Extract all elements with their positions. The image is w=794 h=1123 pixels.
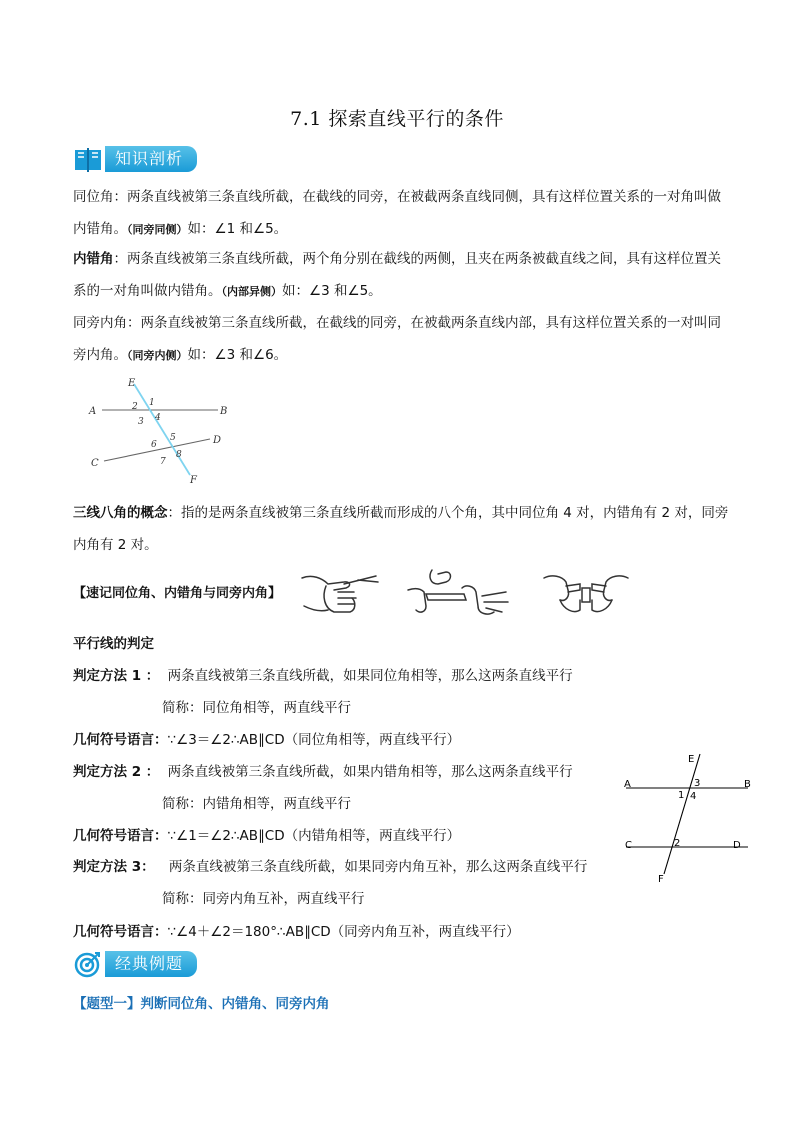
figure-parallel-lines (620, 750, 760, 886)
def-tongpang-text: ：两条直线被第三条直线所截，在截线的同旁，在被截两条直线内部，具有这样位置关系的一对叫同旁内角。 (73, 315, 721, 363)
point-e: E (128, 378, 136, 389)
angle-3: 3 (138, 417, 144, 427)
method-2-symbolic-text: ∵∠1＝∠2∴AB∥CD（内错角相等，两直线平行） (167, 828, 461, 844)
concept-sanxian-text: ：指的是两条直线被第三条直线所截而形成的八个角，其中同位角 4 对，内错角有 2 对，同旁内角有 2 对。 (73, 505, 729, 553)
point-a-2: A (624, 779, 631, 790)
method-2-short: 简称：内错角相等，两直线平行 (162, 796, 351, 812)
point-f-2: F (658, 874, 664, 885)
def-tongpang-tag: （同旁内侧） (127, 349, 188, 362)
def-tongwei-text: ：两条直线被第三条直线所截，在截线的同旁，在被截两条直线同侧，具有这样位置关系的一对角叫做内错角。 (73, 189, 721, 237)
point-b-2: B (744, 779, 751, 790)
question-type-1: 【题型一】判断同位角、内错角、同旁内角 (73, 996, 330, 1012)
method-3-symbolic-text: ∵∠4＋∠2＝180°∴AB∥CD（同旁内角互补，两直线平行） (167, 924, 520, 940)
method-1 (73, 664, 573, 684)
method-2-symbolic-label: 几何符号语言： (73, 828, 168, 844)
line-ef-2 (664, 754, 700, 874)
def-neicuo (73, 243, 723, 308)
def-neicuo-example: 如：∠3 和∠5。 (282, 283, 382, 299)
point-c: C (91, 458, 99, 469)
method-3-symbolic (73, 920, 520, 940)
point-e-2: E (688, 754, 695, 765)
def-neicuo-text: ：两条直线被第三条直线所截，两个角分别在截线的两侧，且夹在两条被截直线之间，具有这样位置关系的一对角叫做内错角。 (73, 251, 721, 299)
method-2-text: 两条直线被第三条直线所截，如果内错角相等，那么这两条直线平行 (167, 764, 573, 780)
section-label-knowledge: 知识剖析 (105, 146, 197, 172)
judge-heading: 平行线的判定 (73, 636, 154, 652)
book-icon (73, 145, 103, 173)
method-1-text: 两条直线被第三条直线所截，如果同位角相等，那么这两条直线平行 (167, 668, 573, 684)
term-sanxian: 三线八角的概念 (73, 505, 168, 521)
term-tongwei: 同位角 (73, 189, 114, 205)
angle-8: 8 (176, 450, 182, 460)
section-banner-knowledge (73, 145, 197, 173)
method-1-symbolic (73, 728, 460, 748)
section-banner-examples (73, 950, 197, 978)
memo-label: 【速记同位角、内错角与同旁内角】 (73, 586, 282, 601)
method-1-short: 简称：同位角相等，两直线平行 (162, 700, 351, 716)
def-neicuo-tag: （内部异侧） (221, 285, 282, 298)
point-c-2: C (625, 840, 632, 851)
point-d: D (213, 435, 222, 446)
point-b: B (220, 406, 228, 417)
line-cd (104, 439, 210, 461)
page-title: 7.1 探索直线平行的条件 (290, 108, 504, 130)
angle-6: 6 (151, 440, 157, 450)
def-tongwei-example: 如：∠1 和∠5。 (187, 221, 288, 237)
hand-gesture-tongpang-image (540, 566, 632, 622)
term-neicuo: 内错角 (73, 251, 114, 267)
method-3-symbolic-label: 几何符号语言： (73, 924, 168, 940)
method-1-symbolic-text: ∵∠3＝∠2∴AB∥CD（同位角相等，两直线平行） (167, 732, 461, 748)
method-1-symbolic-label: 几何符号语言： (73, 732, 168, 748)
method-2-label: 判定方法 2 ： (73, 764, 160, 780)
point-a: A (89, 406, 97, 417)
angle-4-2: 4 (690, 791, 697, 802)
method-3-label: 判定方法 3： (73, 859, 155, 875)
section-label-examples: 经典例题 (105, 951, 197, 977)
figure-eight-angles (86, 372, 236, 484)
def-tongwei (73, 181, 723, 246)
angle-4: 4 (155, 413, 161, 423)
concept-sanxian (73, 497, 733, 561)
def-tongpang-example: 如：∠3 和∠6。 (187, 347, 288, 363)
point-f: F (190, 475, 197, 484)
def-tongpang (73, 307, 723, 372)
angle-3-2: 3 (694, 778, 701, 789)
angle-1: 1 (149, 398, 155, 408)
method-3-short: 简称：同旁内角互补，两直线平行 (162, 891, 365, 907)
method-1-label: 判定方法 1 ： (73, 668, 160, 684)
def-tongwei-tag: （同旁同侧） (127, 223, 188, 236)
point-d-2: D (733, 840, 741, 851)
hand-gesture-tongwei-image (298, 566, 380, 622)
method-3 (73, 855, 587, 875)
angle-7: 7 (160, 457, 166, 467)
target-icon (73, 950, 103, 978)
method-2-symbolic (73, 824, 460, 844)
method-2 (73, 760, 573, 780)
hand-gesture-neicuo-image (402, 566, 514, 622)
angle-5: 5 (170, 433, 176, 443)
angle-1-2: 1 (678, 790, 685, 801)
term-tongpang: 同旁内角 (73, 315, 127, 331)
method-3-text: 两条直线被第三条直线所截，如果同旁内角互补，那么这两条直线平行 (168, 859, 588, 875)
angle-2-2: 2 (674, 838, 681, 849)
angle-2: 2 (132, 402, 138, 412)
